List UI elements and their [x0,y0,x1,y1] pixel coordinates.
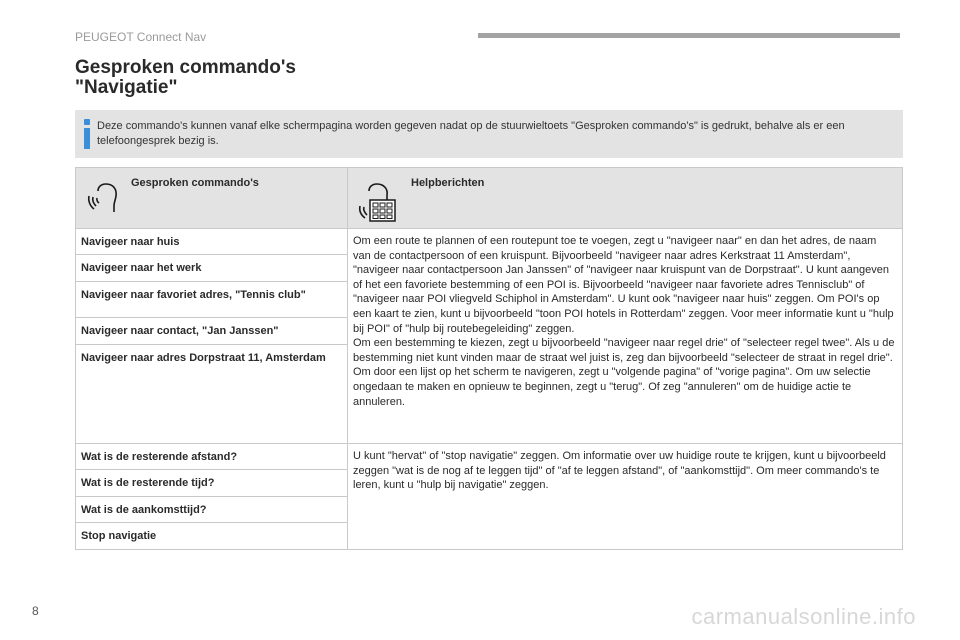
command-cell: Stop navigatie [76,523,348,550]
command-cell: Navigeer naar favoriet adres, "Tennis club" [76,282,348,318]
page-title-line-2: "Navigatie" [75,77,178,98]
command-cell: Navigeer naar huis [76,229,348,255]
page-title-line-1: Gesproken commando's [75,57,296,78]
watermark: carmanualsonline.info [691,604,916,629]
page-title [75,58,296,98]
page-number: 8 [32,604,39,618]
table-header-commands-label: Gesproken commando's [131,177,259,189]
help-message-cell [348,229,903,444]
header-divider-bar [478,33,900,38]
manual-header-title: PEUGEOT Connect Nav [75,30,207,44]
help-message-paragraph: Om een bestemming te kiezen, zegt u bijvoorbeeld "navigeer naar regel drie" of "selecteer regel twee". Als u de bestemming niet kunt vinden maar de straat wel juist is, zeg dan bijvoorbeeld "selecteer de straat in regel drie". Om door een lijst op het scherm te navigeren, zegt u "volgende pagina" of "vorige pagina". Om uw selectie ongedaan te maken en opnieuw te beginnen, zegt u "terug". Of zeg "annuleren" om de huidige actie te annuleren. [353,337,895,408]
info-note-text: Deze commando's kunnen vanaf elke schermpagina worden gegeven nadat op de stuurwieltoets "Gesproken commando's" is gedrukt, behalve als er een telefoongesprek bezig is. [97,120,845,147]
command-cell: Navigeer naar contact, "Jan Janssen" [76,318,348,345]
info-note-box [75,110,903,158]
help-message-cell: U kunt "hervat" of "stop navigatie" zeggen. Om informatie over uw huidige route te krijgen, kunt u bijvoorbeeld zeggen "wat is de nog af te leggen tijd" of "af te leggen afstand", of "aankomsttijd". Om meer commando's te leren, kunt u "hulp bij navigatie" zeggen. [348,444,903,550]
table-header-help [348,168,903,229]
command-cell: Navigeer naar adres Dorpstraat 11, Amsterdam [76,345,348,444]
table-header-help-label: Helpberichten [411,177,485,189]
table-header-row [76,168,903,229]
table-row [76,444,903,470]
command-cell: Navigeer naar het werk [76,255,348,282]
voice-command-icon [86,180,120,219]
table-header-commands [76,168,348,229]
voice-help-icon [356,180,400,229]
info-icon [84,119,90,149]
table-row [76,229,903,255]
command-cell: Wat is de aankomsttijd? [76,497,348,523]
help-message-paragraph: Om een route te plannen of een routepunt toe te voegen, zegt u "navigeer naar" en dan het adres, de naam van de contactpersoon of een kruispunt. Bijvoorbeeld "navigeer naar adres Kerkstraat 11 Amsterdam", "navigeer naar contactpersoon Jan Janssen" of "navigeer naar kruispunt van de Dorpstraat". U kunt aangeven of het een favoriete bestemming of een POI is. Bijvoorbeeld "navigeer naar favoriete adres Tennisclub" of "navigeer naar POI vliegveld Schiphol in Amsterdam". U kunt ook "navigeer naar huis" zeggen. Om POI's op een kaart te zien, kunt u bijvoorbeeld "toon POI hotels in Rotterdam" zeggen. Voor meer informatie kunt u "hulp bij POI" of "hulp bij routebegeleiding" zeggen. [353,235,894,335]
command-cell: Wat is de resterende afstand? [76,444,348,470]
command-cell: Wat is de resterende tijd? [76,470,348,497]
voice-commands-table [75,167,903,550]
